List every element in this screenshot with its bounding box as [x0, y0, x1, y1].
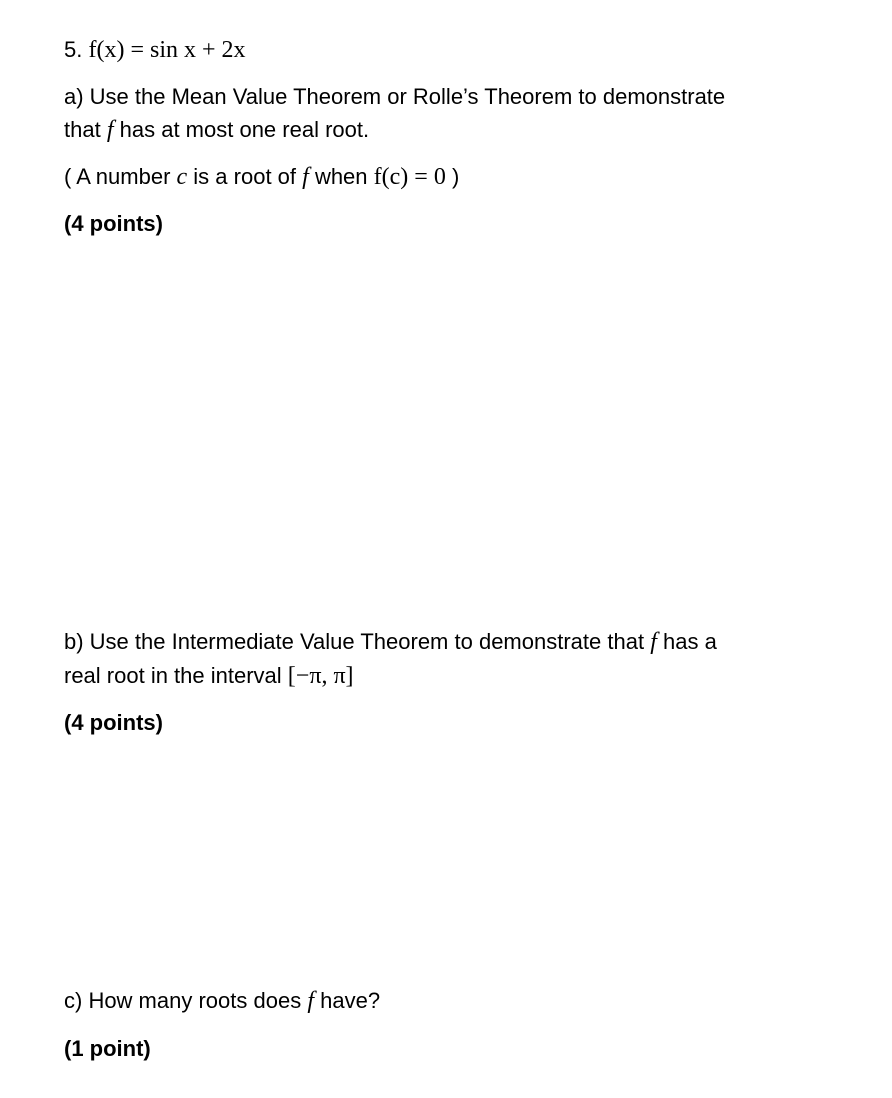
math-interval: [−π, π] [287, 663, 354, 689]
part-a-text: that [64, 117, 101, 142]
part-b-line-1 [64, 626, 717, 658]
problem-number: 5. [64, 37, 83, 62]
part-b-points: (4 points) [64, 710, 163, 735]
math-f: f [106, 117, 114, 143]
part-a-note [64, 161, 459, 193]
note-text: is a root of [193, 164, 297, 189]
note-text: ( A number [64, 164, 171, 189]
part-b-text: real root in the interval [64, 663, 282, 688]
part-a-text: has at most one real root. [119, 117, 370, 142]
part-c-line-1 [64, 985, 380, 1017]
part-c-text: c) How many roots does [64, 988, 302, 1013]
problem-header [64, 34, 246, 66]
math-f: f [307, 988, 314, 1014]
note-text: ) [451, 164, 460, 189]
math-f: f [302, 164, 309, 190]
part-a-line-1: a) Use the Mean Value Theorem or Rolle’s Theorem to demonstrate [64, 84, 726, 109]
part-a-points: (4 points) [64, 211, 163, 236]
part-b-text: has a [662, 629, 717, 654]
note-text: when [314, 164, 368, 189]
part-b-text: b) Use the Intermediate Value Theorem to demonstrate that [64, 629, 645, 654]
part-c-points: (1 point) [64, 1036, 151, 1061]
part-c-text: have? [320, 988, 381, 1013]
function-definition: f(x) = sin x + 2x [88, 37, 246, 63]
math-root-condition: f(c) = 0 [373, 164, 446, 190]
part-a-line-2 [64, 114, 369, 146]
part-b-line-2 [64, 660, 354, 692]
math-c: c [176, 164, 188, 190]
math-f: f [650, 629, 657, 655]
